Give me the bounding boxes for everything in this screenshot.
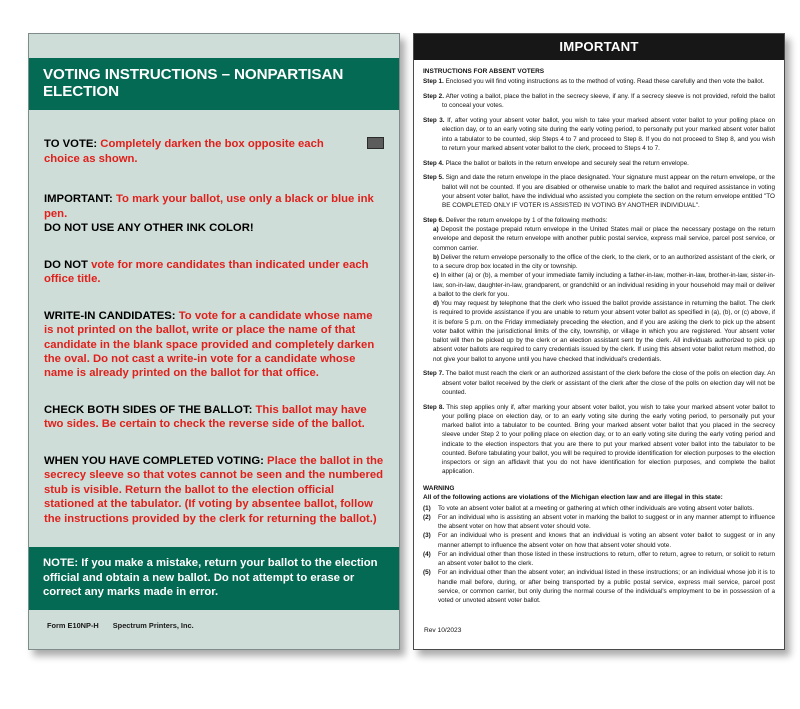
step-1 [423,77,775,86]
step-6-item-b-label: b) [433,253,439,261]
instruction-completed-voting-label: WHEN YOU HAVE COMPLETED VOTING: [44,454,264,467]
warning-item-5 [423,568,775,605]
step-2 [423,92,775,111]
step-1-text: Enclosed you will find voting instructions as to the method of voting. Read these carefully and then vote the ballot. [443,78,765,86]
instruction-to-vote-label: TO VOTE: [44,138,98,151]
instruction-check-sides-text: This ballot may have two sides. Be certain to check the reverse side of the ballot. [44,403,367,431]
step-6-item-d [423,299,775,364]
step-6-item-b-text: Deliver the return envelope personally to the office of the clerk, to the clerk, or to an authorized assistant of the clerk, or to a secure drop box located in the city or township. [433,253,775,271]
step-2-label: Step 2. [423,93,444,101]
warning-item-4 [423,550,775,569]
step-4-text: Place the ballot or ballots in the return envelope and securely seal the return envelope. [443,159,689,167]
step-3-text: If, after voting your absent voter ballot, you wish to take your marked absent voter ballot to your polling place on election day, or to an early voting site during the early voting period, to personally put your marked absent voter ballot into a tabulator to be counted, skip Steps 4 to 7 and proceed to Step 8. If you do not proceed to Step 8, and you wish to return your marked absent voter ballot to the clerk, proceed to Steps 4 to 7. [442,117,775,152]
warning-item-3 [423,531,775,550]
step-3 [423,116,775,153]
step-8 [423,403,775,477]
step-6-item-c-text: In either (a) or (b), a member of your immediate family including a father-in-law, mother-in-law, brother-in-law, sister-in-law, son-in-law, daughter-in-law, grandparent, or grandchild or an individual residing in your household may mail or deliver a ballot to the clerk for you. [433,272,775,298]
absent-voter-instructions-body [414,60,784,605]
instruction-do-not-text: vote for more candidates than indicated under each office title. [44,258,369,286]
step-6-item-c-label: c) [433,272,439,280]
instruction-do-not-label: DO NOT [44,258,88,271]
voting-instructions-title: VOTING INSTRUCTIONS – NONPARTISAN ELECTION [29,58,399,110]
warning-heading: WARNING [423,484,455,492]
footer-form-number: Form E10NP-H [47,621,99,630]
step-6-item-a-label: a) [433,226,439,234]
warning-item-3-number: (3) [423,532,431,540]
warning-item-1-number: (1) [423,504,431,512]
warning-subheading: All of the following actions are violations of the Michigan election law and are illegal in this state: [423,494,723,502]
absent-voter-instructions-card [413,33,785,650]
warning-item-3-text: For an individual who is present and knows that an individual is voting an absent voter ballot to suggest or in any manner attempt to influence the absent voter on how that absent voter should vote. [438,532,775,549]
step-6-item-d-text: You may request by telephone that the clerk who issued the ballot provide assistance in returning the ballot. The clerk is required to provide assistance if you are unable to return your absent voter ballot as specified in (a), (b), or (c) above, if it is before 5 p.m. on the Friday immediately preceding the election, and if you are asking the clerk to pick up the absent voter ballot within the jurisdictional limits of the city, township, or village in which you are registered. Your absent voter ballot will then be picked up by the clerk or an election assistant sent by the clerk. All individuals authorized to pick up absent voter ballots are required to carry credentials issued by the clerk. If using this absent voter ballot return method, do not give your ballot to anyone until you have checked that individual's credentials. [433,300,775,363]
step-7 [423,369,775,397]
footer-printer-name: Spectrum Printers, Inc. [112,621,194,630]
step-5-label: Step 5. [423,174,444,182]
absent-voters-section-heading: INSTRUCTIONS FOR ABSENT VOTERS [423,68,545,75]
step-5 [423,173,775,210]
instruction-write-in-label: WRITE-IN CANDIDATES: [44,309,176,322]
revision-note: Rev 10/2023 [424,627,462,634]
step-8-text: This step applies only if, after marking your absent voter ballot, you wish to take your marked absent voter ballot to your polling place on election day, or to an early voting site during the early voting period, to personally put your marked ballot into a tabulator to be counted. Bring your marked absent voter ballot that you placed in the secrecy sleeve under Step 2 to your polling place on election day, or to an early voting site during the early voting period and indicate to the election inspectors that you are there to put your marked absent voter ballot into the tabulator to be counted. Before tabulating your ballot, you will be required to provide identification for election purposes to the election inspectors or sign an affidavit that you do not have identification for election purposes, and complete the ballot application. [442,403,775,476]
step-8-label: Step 8. [423,403,445,411]
instruction-check-sides-label: CHECK BOTH SIDES OF THE BALLOT: [44,403,253,416]
instruction-to-vote [44,137,384,166]
step-6-text: Deliver the return envelope by 1 of the following methods: [443,216,608,224]
step-6-item-b [423,253,775,272]
important-header: IMPORTANT [414,34,784,60]
step-7-text: The ballot must reach the clerk or an authorized assistant of the clerk before the close of the polls on election day. An absent voter ballot received by the clerk or assistant of the clerk after the close of the polls on election day will not be counted. [442,370,775,396]
warning-item-1-text: To vote an absent voter ballot at a meeting or gathering at which other individuals are voting absent voter ballots. [438,504,754,512]
left-card-footer [29,610,399,649]
voting-instructions-body [29,110,399,526]
instruction-important-text: To mark your ballot, use only a black or blue ink pen. [44,193,374,220]
warning-item-4-number: (4) [423,550,431,558]
step-6-item-a [423,225,775,253]
step-6-item-a-text: Deposit the postage prepaid return envelope in the United States mail or place the necessary postage on the return envelope and deposit the return envelope with another public postal service, express mail service, parcel post service, or common carrier. [433,226,775,252]
instruction-do-not-overvote [44,258,384,287]
instruction-to-vote-text: Completely darken the box opposite each choice as shown. [44,138,324,165]
step-2-text: After voting a ballot, place the ballot in the secrecy sleeve, if any. If a secrecy sleeve is not provided, refold the ballot to conceal your votes. [442,93,775,110]
warning-item-4-text: For an individual other than those listed in these instructions to return, offer to return, agree to return, or solicit to return an absent voter ballot to the clerk. [438,550,775,568]
warning-item-2-number: (2) [423,513,431,521]
step-5-text: Sign and date the return envelope in the place designated. Your signature must appear on the return envelope, or the ballot will not be counted. If you are disabled or otherwise unable to mark the ballot and required assistance in voting your absent voter ballot, have the individual who assisted you complete the section on the return envelope entitled "TO BE COMPLETED ONLY IF VOTER IS ASSISTED IN VOTING BY ANOTHER INDIVIDUAL". [442,174,775,210]
sample-darkened-box-icon [367,137,384,149]
step-6-label: Step 6. [423,216,444,224]
step-6-item-c [423,271,775,299]
warning-item-2 [423,513,775,532]
step-4 [423,159,775,168]
warning-item-1 [423,504,775,513]
instruction-write-in-text: To vote for a candidate whose name is not printed on the ballot, write or place the name of that candidate in the blank space provided and completely darken the oval. Do not cast a write-in vote for a candidate whose name is already printed on the ballot for that office. [44,309,375,380]
instruction-write-in-candidates [44,309,384,381]
step-1-label: Step 1. [423,78,444,86]
step-7-label: Step 7. [423,370,444,378]
step-3-label: Step 3. [423,117,445,125]
warning-item-2-text: For an individual who is assisting an absent voter in marking the ballot to suggest or in any manner attempt to influence the absent voter on how that absent voter should vote. [438,513,775,531]
step-6-item-d-label: d) [433,300,439,308]
warning-item-5-number: (5) [423,569,431,577]
warning-item-5-text: For an individual other than the absent voter; an individual listed in these instructions; or an individual whose job it is to handle mail before, during, or after being transported by a public postal service, express mail service, parcel post service, or common carrier, but only during the normal course of the individual's employment to be in possession of a voted or unvoted absent voter ballot. [438,569,775,605]
mistake-note-banner: NOTE: If you make a mistake, return your ballot to the election official and obtain a new ballot. Do not attempt to erase or correct any marks made in error. [29,547,399,610]
instruction-completed-voting-text: Place the ballot in the secrecy sleeve so that votes cannot be seen and the numbered stub is visible. Return the ballot to the election official stationed at the tabulator. (If voting by absentee ballot, follow the instructions provided by the clerk for returning the ballot.) [44,454,384,525]
instruction-check-both-sides [44,403,384,432]
instruction-important [44,192,384,235]
instruction-ink-color-warning: DO NOT USE ANY OTHER INK COLOR! [44,222,254,235]
instruction-important-label: IMPORTANT: [44,193,113,206]
instruction-completed-voting [44,454,384,526]
step-6 [423,216,775,225]
voting-instructions-card [28,33,400,650]
step-4-label: Step 4. [423,159,444,167]
